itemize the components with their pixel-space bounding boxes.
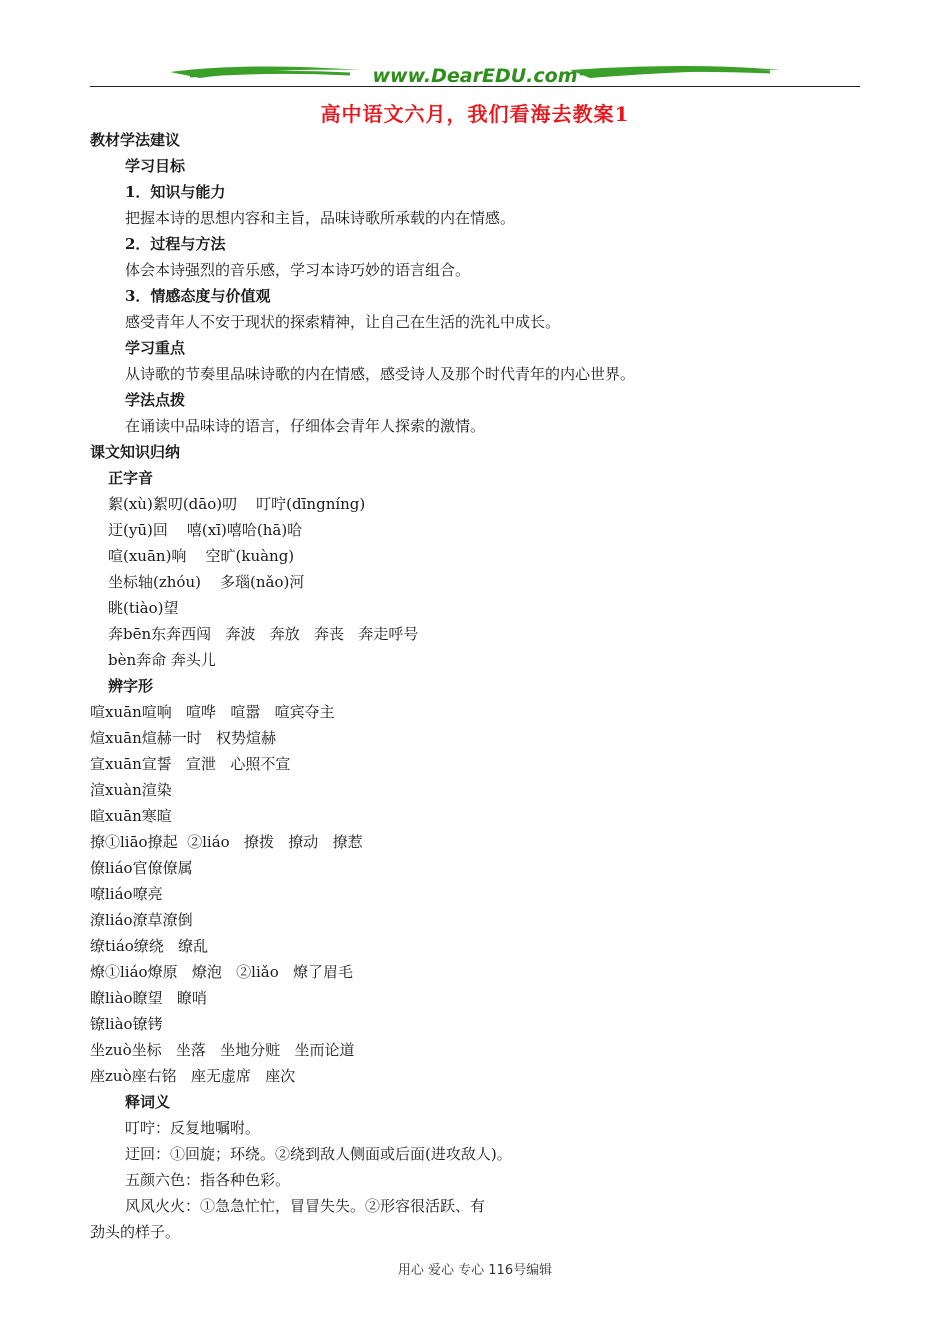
- subheading: 学法点拨: [125, 391, 186, 409]
- character-line: 镣liào镣铐: [90, 1015, 163, 1033]
- character-line: 潦liáo潦草潦倒: [90, 911, 193, 929]
- character-line: 喧xuān喧响 喧哗 喧嚣 喧宾夺主: [90, 703, 335, 721]
- subheading: 学习目标: [125, 157, 186, 175]
- subheading: 正字音: [108, 469, 154, 487]
- character-line: 缭tiáo缭绕 缭乱: [90, 937, 209, 955]
- subheading: 释词义: [125, 1093, 171, 1111]
- pronunciation-line: 絮(xù)絮叨(dāo)叨 叮咛(dīngníng): [108, 495, 366, 513]
- subheading: 2．过程与方法: [125, 235, 226, 253]
- definition-line: 叮咛：反复地嘱咐。: [125, 1119, 261, 1137]
- paragraph: 在诵读中品味诗的语言，仔细体会青年人探索的激情。: [125, 417, 486, 435]
- site-logo-text: www.DearEDU.com: [372, 65, 578, 87]
- paragraph: 体会本诗强烈的音乐感，学习本诗巧妙的语言组合。: [125, 261, 471, 279]
- definition-line: 劲头的样子。: [90, 1223, 181, 1241]
- character-line: 煊xuān煊赫一时 权势煊赫: [90, 729, 277, 747]
- document-title: 高中语文六月，我们看海去教案1: [320, 102, 630, 126]
- section-heading: 教材学法建议: [90, 131, 181, 149]
- definition-line: 迂回：①回旋；环绕。②绕到敌人侧面或后面(进攻敌人)。: [125, 1145, 512, 1163]
- character-line: 撩①liāo撩起 ②liáo 撩拨 撩动 撩惹: [90, 833, 363, 851]
- character-line: 座zuò座右铭 座无虚席 座次: [90, 1067, 296, 1085]
- pronunciation-line: bèn奔命 奔头儿: [108, 651, 216, 669]
- character-line: 暄xuān寒暄: [90, 807, 172, 825]
- subheading: 3．情感态度与价值观: [125, 287, 271, 305]
- character-line: 嘹liáo嘹亮: [90, 885, 163, 903]
- subheading: 辨字形: [108, 677, 154, 695]
- character-line: 瞭liào瞭望 瞭哨: [90, 989, 207, 1007]
- subheading: 学习重点: [125, 339, 186, 357]
- character-line: 僚liáo官僚僚属: [90, 859, 193, 877]
- definition-line: 五颜六色：指各种色彩。: [125, 1171, 291, 1189]
- section-heading: 课文知识归纳: [90, 443, 181, 461]
- paragraph: 感受青年人不安于现状的探索精神，让自己在生活的洗礼中成长。: [125, 313, 561, 331]
- pronunciation-line: 迂(yū)回 嘻(xī)嘻哈(hā)哈: [108, 521, 303, 539]
- character-line: 坐zuò坐标 坐落 坐地分赃 坐而论道: [90, 1041, 355, 1059]
- subheading: 1．知识与能力: [125, 183, 226, 201]
- pronunciation-line: 眺(tiào)望: [108, 599, 179, 617]
- pronunciation-line: 奔bēn东奔西闯 奔波 奔放 奔丧 奔走呼号: [108, 625, 419, 643]
- pronunciation-line: 喧(xuān)响 空旷(kuàng): [108, 547, 295, 565]
- page-footer: 用心 爱心 专心 116号编辑: [397, 1263, 553, 1278]
- definition-line: 风风火火：①急急忙忙，冒冒失失。②形容很活跃、有: [125, 1197, 486, 1215]
- character-line: 燎①liáo燎原 燎泡 ②liǎo 燎了眉毛: [90, 963, 354, 981]
- character-line: 渲xuàn渲染: [90, 781, 172, 799]
- header-rule: [90, 86, 860, 87]
- paragraph: 从诗歌的节奏里品味诗歌的内在情感，感受诗人及那个时代青年的内心世界。: [125, 365, 636, 383]
- character-line: 宣xuān宣誓 宣泄 心照不宣: [90, 755, 291, 773]
- paragraph: 把握本诗的思想内容和主旨，品味诗歌所承载的内在情感。: [125, 209, 516, 227]
- pronunciation-line: 坐标轴(zhóu) 多瑙(nǎo)河: [108, 573, 305, 591]
